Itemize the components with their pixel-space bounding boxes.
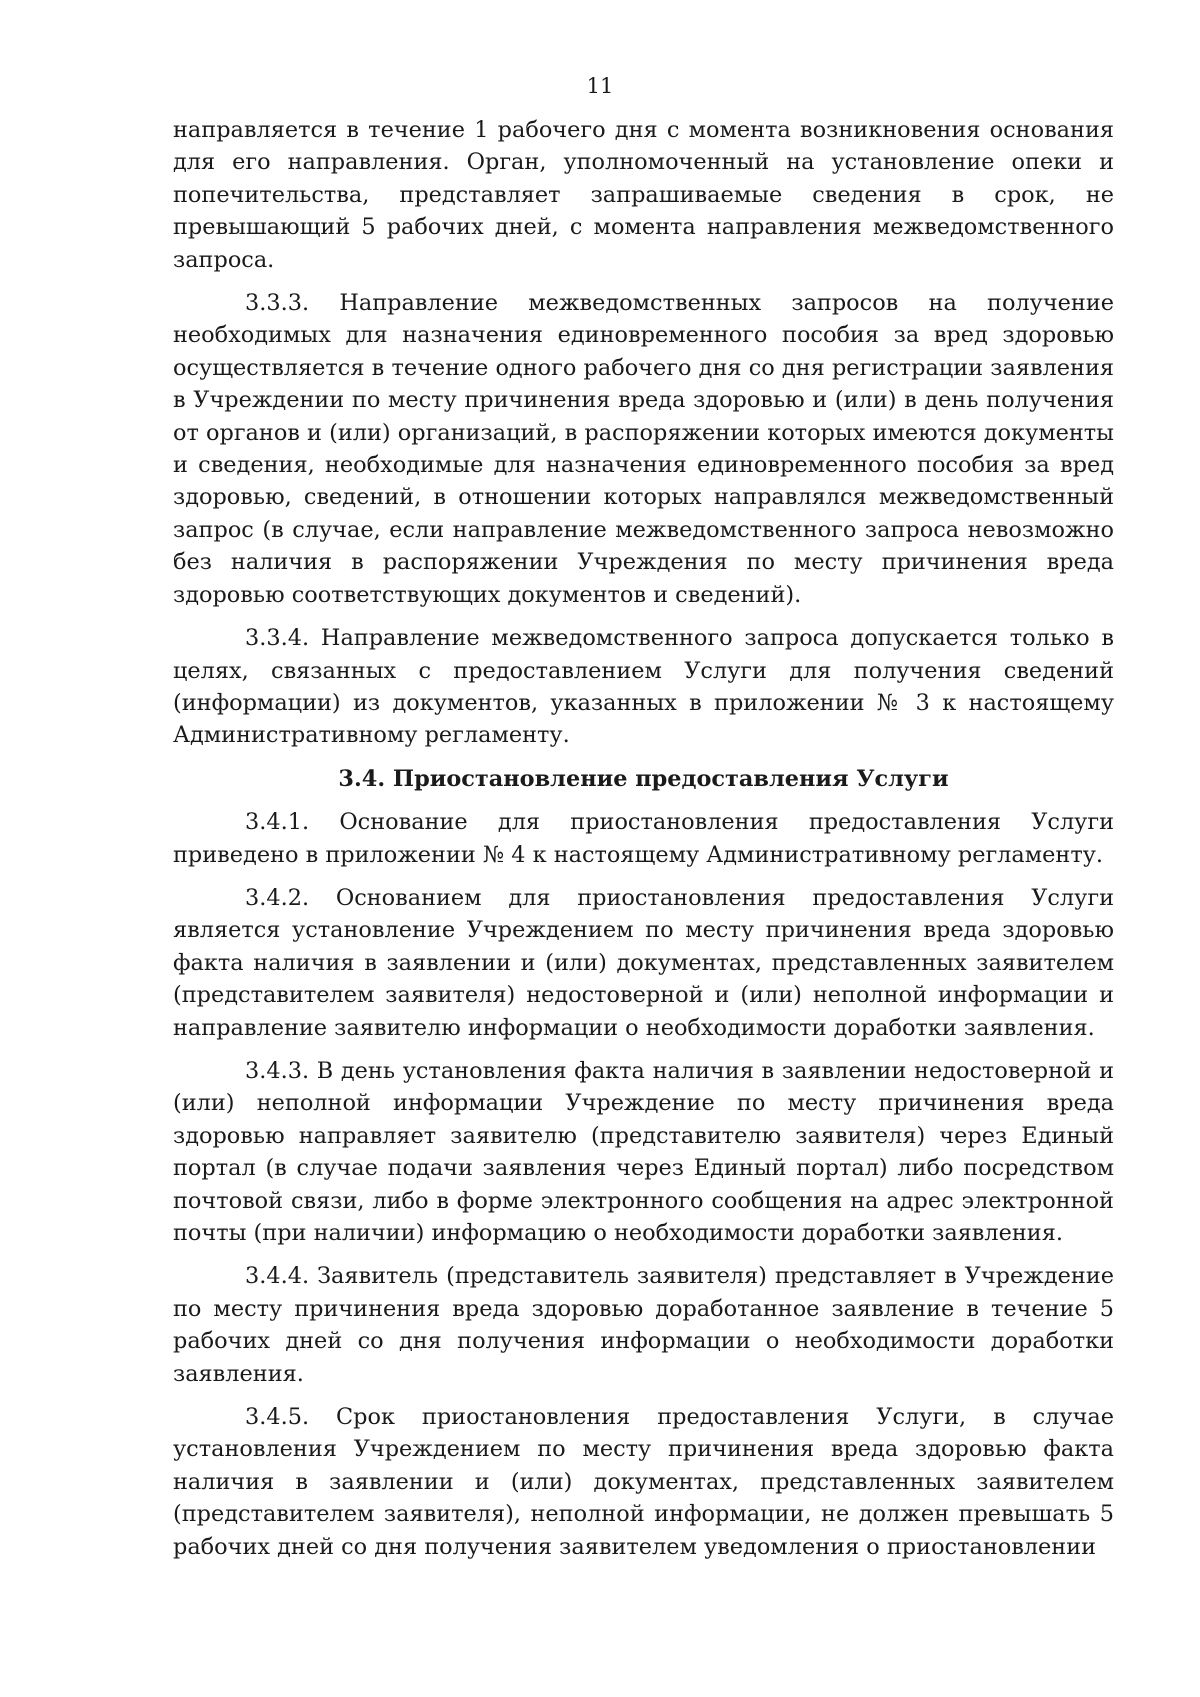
paragraph-continuation: направляется в течение 1 рабочего дня с момента возникновения основания для его направления. Орган, уполномоченный на установление опеки и попечительства, представляет запрашиваемые сведения в срок, не превышающий 5 рабочих дней, с момента направления межведомственного запроса. xyxy=(173,117,1114,273)
paragraph-3-3-3: 3.3.3. Направление межведомственных запросов на получение необходимых для назначения единовременного пособия за вред здоровью осуществляется в течение одного рабочего дня со дня регистрации заявления в Учреждении по месту причинения вреда здоровью и (или) в день получения от органов и (или) организаций, в распоряжении которых имеются документы и сведения, необходимые для назначения единовременного пособия за вред здоровью, сведений, в отношении которых направлялся межведомственный запрос (в случае, если направление межведомственного запроса невозможно без наличия в распоряжении Учреждения по месту причинения вреда здоровью соответствующих документов и сведений). xyxy=(173,290,1114,608)
paragraph-3-4-5: 3.4.5. Срок приостановления предоставления Услуги, в случае установления Учреждением по месту причинения вреда здоровью факта наличия в заявлении и (или) документах, представленных заявителем (представителем заявителя), неполной информации, не должен превышать 5 рабочих дней со дня получения заявителем уведомления о приостановлении xyxy=(173,1404,1114,1560)
section-heading-3-4: 3.4. Приостановление предоставления Услуги xyxy=(338,765,949,792)
paragraph-3-3-4: 3.3.4. Направление межведомственного запроса допускается только в целях, связанных с предоставлением Услуги для получения сведений (информации) из документов, указанных в приложении № 3 к настоящему Административному регламенту. xyxy=(173,625,1114,749)
document-body xyxy=(173,114,1114,1563)
paragraph-3-4-4: 3.4.4. Заявитель (представитель заявителя) представляет в Учреждение по месту причинения вреда здоровью доработанное заявление в течение 5 рабочих дней со дня получения информации о необходимости доработки заявления. xyxy=(173,1263,1114,1387)
paragraph-3-4-1: 3.4.1. Основание для приостановления предоставления Услуги приведено в приложении № 4 к настоящему Административному регламенту. xyxy=(173,809,1114,868)
paragraph-3-4-3: 3.4.3. В день установления факта наличия в заявлении недостоверной и (или) неполной информации Учреждение по месту причинения вреда здоровью направляет заявителю (представителю заявителя) через Единый портал (в случае подачи заявления через Единый портал) либо посредством почтовой связи, либо в форме электронного сообщения на адрес электронной почты (при наличии) информацию о необходимости доработки заявления. xyxy=(173,1057,1114,1246)
paragraph-3-4-2: 3.4.2. Основанием для приостановления предоставления Услуги является установление Учреждением по месту причинения вреда здоровью факта наличия в заявлении и (или) документах, представленных заявителем (представителем заявителя) недостоверной и (или) неполной информации и направление заявителю информации о необходимости доработки заявления. xyxy=(173,884,1114,1041)
page-number: 11 xyxy=(586,74,614,98)
